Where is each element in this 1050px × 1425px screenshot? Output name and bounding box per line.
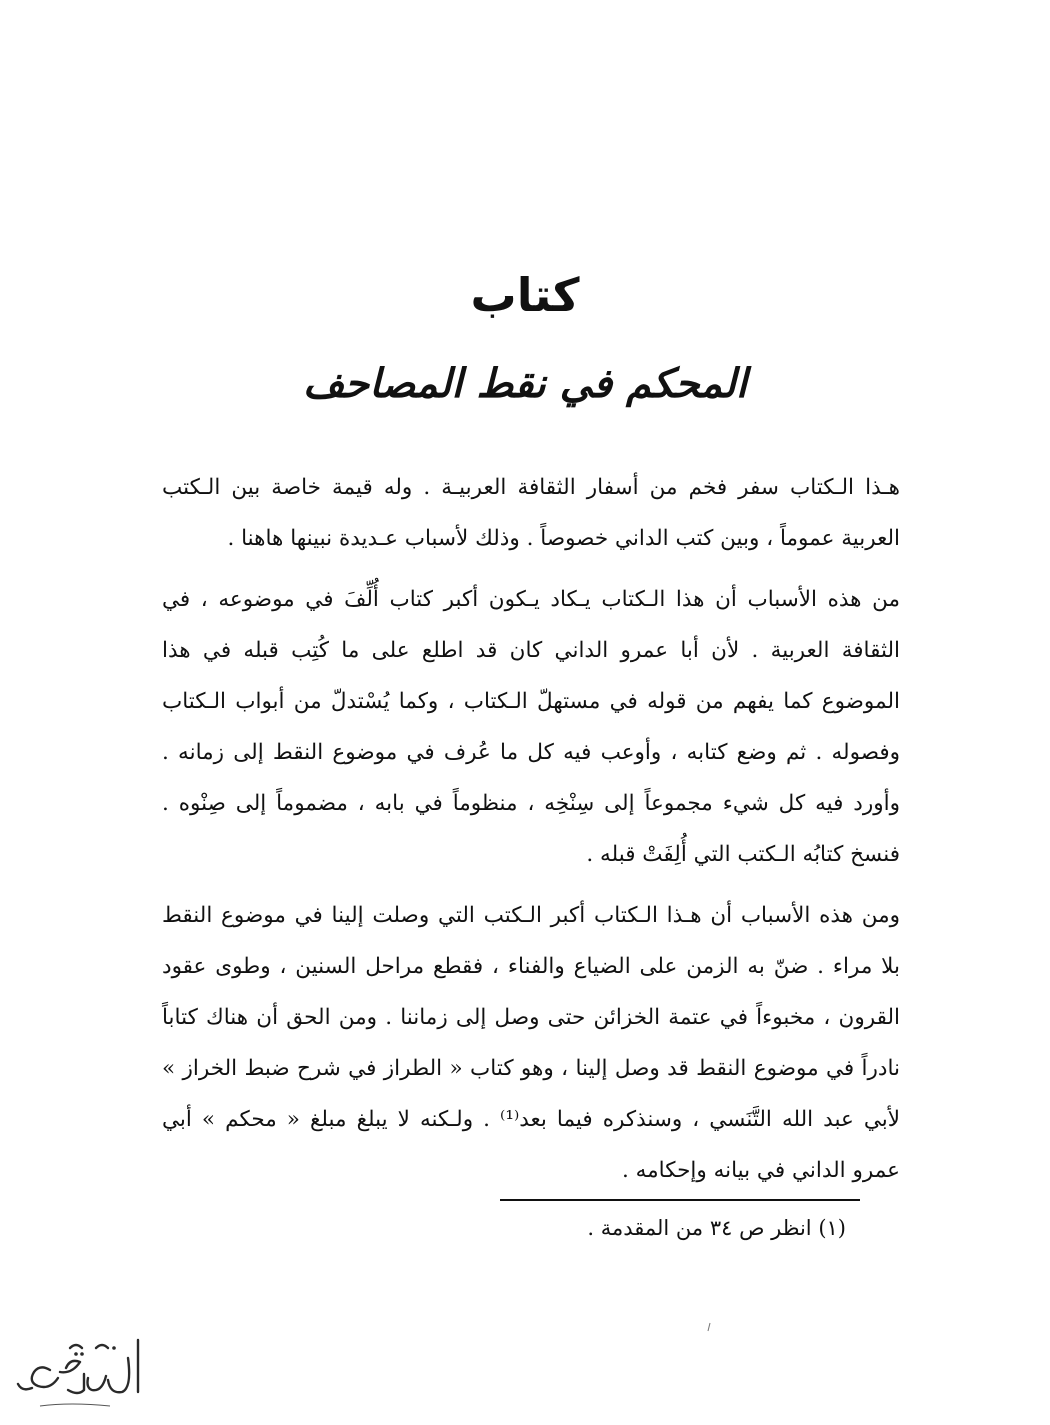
- footnote-divider: [500, 1199, 860, 1201]
- stray-ink-mark: [706, 1322, 712, 1332]
- paragraph-2: من هذه الأسباب أن هذا الـكتاب يـكاد يـكون أكبر كتاب أُلِّفَ في موضوعه ، في الثقافة العربية . لأن أبا عمرو الداني كان قد اطلع على ما كُتِب قبله في هذا الموضوع كما يفهم من قوله في مستهلّ الـكتاب ، وكما يُسْتدلّ من أبواب الـكتاب وفصوله . ثم وضع كتابه ، وأوعب فيه كل ما عُرف في موضوع النقط إلى زمانه . وأورد فيه كل شيء مجموعاً إلى سِنْخِه ، منظوماً في بابه ، مضموماً إلى صِنْوه . فنسخ كتابُه الـكتب التي أُلِفَتْ قبله .: [162, 587, 900, 867]
- book-label: كتاب: [470, 268, 580, 322]
- main-text: [162, 462, 900, 1206]
- footnote: (١) انظر ص ٣٤ من المقدمة .: [587, 1216, 846, 1240]
- paragraph-3: ومن هذه الأسباب أن هـذا الـكتاب أكبر الـكتب التي وصلت إلينا في موضوع النقط بلا مراء . ضنّ به الزمن على الضياع والفناء ، فقطع مراحل السنين ، وطوى عقود القرون ، مخبوءاً في عتمة الخزائن حتى وصل إلى زماننا . ومن الحق أن هناك كتاباً نادراً في موضوع النقط قد وصل إلينا ، وهو كتاب « الطراز في شرح ضبط الخراز » لأبي عبد الله التَّنَسي ، وسنذكره فيما بعد⁽¹⁾ . ولـكنه لا يبلغ مبلغ « محكم » أبي عمرو الداني في بيانه وإحكامه .: [162, 903, 900, 1183]
- paragraph-1: هـذا الـكتاب سفر فخم من أسفار الثقافة العربيـة . وله قيمة خاصة بين الـكتب العربية عموماً ، وبين كتب الداني خصوصاً . وذلك لأسباب عـديدة نبينها هاهنا .: [162, 475, 900, 551]
- book-title: المحكم في نقط المصاحف: [303, 360, 747, 407]
